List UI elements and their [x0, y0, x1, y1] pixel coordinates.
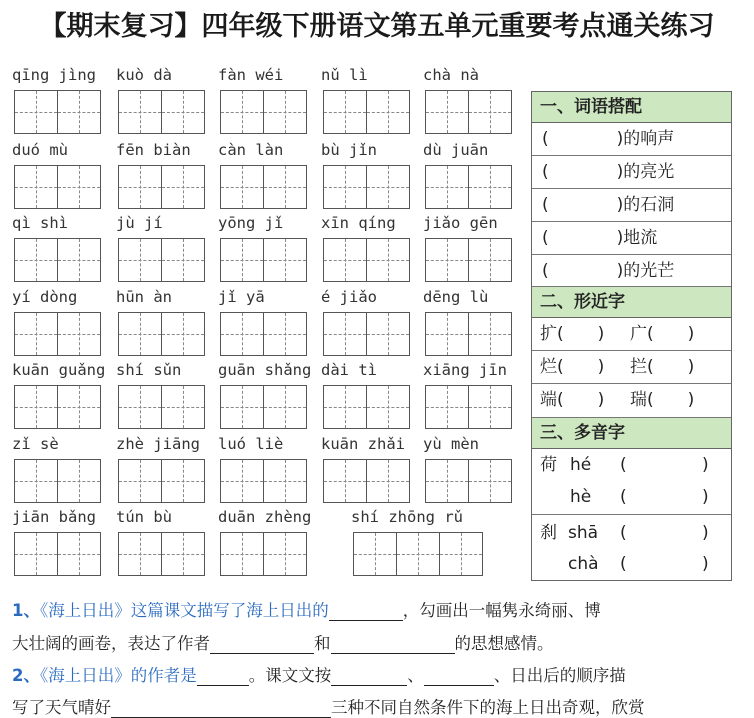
pinyin-label: dài tì [321, 361, 377, 379]
writing-boxes[interactable] [118, 165, 204, 209]
tian-grid-cell[interactable] [468, 90, 512, 134]
pinyin-label: nǔ lì [321, 66, 368, 84]
poly-char: 荷 [540, 455, 557, 475]
writing-boxes[interactable] [14, 459, 100, 503]
similar-char: 端( ) [540, 390, 605, 410]
similar-row [532, 384, 731, 418]
writing-boxes[interactable] [323, 165, 409, 209]
tian-grid-cell[interactable] [366, 238, 410, 282]
pinyin-label: zhè jiāng [116, 435, 200, 453]
pinyin-label: kuān guǎng [12, 361, 106, 379]
pinyin-label: xīn qíng [321, 214, 396, 232]
question-2-line-2 [12, 694, 645, 718]
tian-grid-cell[interactable] [263, 532, 307, 576]
answer-blank[interactable] [329, 604, 403, 621]
question-text: 大壮阔的画卷，表达了作者 [12, 634, 210, 653]
tian-grid-cell[interactable] [425, 165, 469, 209]
tian-grid-cell[interactable] [263, 459, 307, 503]
tian-grid-cell[interactable] [468, 165, 512, 209]
tian-grid-cell[interactable] [57, 90, 101, 134]
tian-grid-cell[interactable] [220, 385, 264, 429]
tian-grid-cell[interactable] [161, 238, 205, 282]
tian-grid-cell[interactable] [425, 385, 469, 429]
section-polyphonic: 三、多音字 [532, 418, 731, 449]
pinyin-label: dù juān [423, 141, 489, 159]
section-word-matching: 一、词语搭配 [532, 92, 731, 123]
match-text: ( )的响声 [542, 129, 675, 149]
question-text: 写了天气晴好 [12, 698, 111, 717]
writing-boxes[interactable] [220, 90, 306, 134]
tian-grid-cell[interactable] [220, 532, 264, 576]
tian-grid-cell[interactable] [161, 385, 205, 429]
tian-grid-cell[interactable] [161, 90, 205, 134]
tian-grid-cell[interactable] [263, 165, 307, 209]
tian-grid-cell[interactable] [57, 238, 101, 282]
question-text: 和 [314, 634, 331, 653]
tian-grid-cell[interactable] [14, 459, 58, 503]
writing-boxes[interactable] [220, 165, 306, 209]
poly-blank: ( [620, 455, 627, 475]
poly-blank: ( [620, 554, 627, 574]
tian-grid-cell[interactable] [220, 90, 264, 134]
match-row [532, 156, 731, 189]
tian-grid-cell[interactable] [263, 385, 307, 429]
poly-blank: ( [620, 487, 627, 507]
match-text: ( )的石洞 [542, 195, 675, 215]
tian-grid-cell[interactable] [366, 385, 410, 429]
pinyin-label: yù mèn [423, 435, 479, 453]
pinyin-label: càn làn [218, 141, 284, 159]
writing-boxes[interactable] [14, 532, 100, 576]
question-text: 、日出后的顺序描 [493, 666, 626, 685]
poly-char: 刹 [540, 523, 557, 543]
pinyin-label: luó liè [218, 435, 284, 453]
pinyin-label: jiǎo gēn [423, 214, 498, 232]
tian-grid-cell[interactable] [220, 238, 264, 282]
tian-grid-cell[interactable] [118, 532, 162, 576]
question-text: 的思想感情。 [454, 634, 554, 653]
tian-grid-cell[interactable] [118, 238, 162, 282]
tian-grid-cell[interactable] [161, 459, 205, 503]
poly-blank-end: ) [702, 487, 709, 507]
tian-grid-cell[interactable] [425, 312, 469, 356]
writing-boxes[interactable] [118, 459, 204, 503]
question-number: 2、 [12, 666, 40, 685]
pinyin-label: yōng jǐ [218, 214, 284, 232]
pinyin-label: dēng lù [423, 288, 489, 306]
pinyin-label: bù jǐn [321, 141, 377, 159]
pinyin-label: fàn wéi [218, 66, 284, 84]
tian-grid-cell[interactable] [118, 90, 162, 134]
pinyin-label: tún bù [116, 508, 172, 526]
poly-pinyin: hé [570, 455, 592, 475]
tian-grid-cell[interactable] [425, 459, 469, 503]
match-row [532, 189, 731, 222]
tian-grid-cell[interactable] [366, 165, 410, 209]
poly-blank-end: ) [702, 523, 709, 543]
answer-blank[interactable] [210, 637, 314, 654]
poly-row [532, 515, 731, 580]
answer-blank[interactable] [331, 637, 455, 654]
tian-grid-cell[interactable] [161, 165, 205, 209]
pinyin-label: fēn biàn [116, 141, 191, 159]
answer-blank[interactable] [111, 701, 331, 718]
tian-grid-cell[interactable] [118, 165, 162, 209]
similar-char: 拦( ) [630, 357, 695, 377]
tian-grid-cell[interactable] [353, 532, 397, 576]
match-row [532, 222, 731, 255]
tian-grid-cell[interactable] [14, 165, 58, 209]
tian-grid-cell[interactable] [57, 165, 101, 209]
tian-grid-cell[interactable] [468, 312, 512, 356]
similar-char: 瑞( ) [630, 390, 695, 410]
pinyin-label: chà nà [423, 66, 479, 84]
writing-boxes[interactable] [14, 90, 100, 134]
tian-grid-cell[interactable] [323, 238, 367, 282]
writing-boxes[interactable] [118, 532, 204, 576]
tian-grid-cell[interactable] [366, 312, 410, 356]
tian-grid-cell[interactable] [323, 459, 367, 503]
pinyin-label: jù jí [116, 214, 163, 232]
question-text: 、 [407, 666, 424, 685]
tian-grid-cell[interactable] [118, 385, 162, 429]
writing-boxes[interactable] [425, 165, 511, 209]
question-2-line-1 [12, 662, 626, 686]
match-text: ( )的亮光 [542, 162, 675, 182]
writing-boxes[interactable] [323, 90, 409, 134]
writing-boxes[interactable] [425, 459, 511, 503]
tian-grid-cell[interactable] [263, 312, 307, 356]
writing-boxes[interactable] [220, 385, 306, 429]
match-text: ( )地流 [542, 228, 658, 248]
tian-grid-cell[interactable] [14, 532, 58, 576]
pinyin-label: guān shǎng [218, 361, 312, 379]
pinyin-label: kuān zhǎi [321, 435, 405, 453]
writing-boxes[interactable] [425, 312, 511, 356]
match-text: ( )的光芒 [542, 261, 675, 281]
writing-boxes[interactable] [14, 238, 100, 282]
pinyin-label: kuò dà [116, 66, 172, 84]
tian-grid-cell[interactable] [57, 385, 101, 429]
writing-boxes[interactable] [118, 312, 204, 356]
tian-grid-cell[interactable] [220, 165, 264, 209]
writing-boxes[interactable] [220, 238, 306, 282]
poly-blank-end: ) [702, 554, 709, 574]
writing-boxes[interactable] [118, 238, 204, 282]
tian-grid-cell[interactable] [425, 238, 469, 282]
poly-row [532, 449, 731, 515]
page-title: 【期末复习】四年级下册语文第五单元重要考点通关练习 [39, 11, 715, 42]
tian-grid-cell[interactable] [57, 532, 101, 576]
question-1-line-2 [12, 630, 554, 654]
writing-boxes[interactable] [118, 90, 204, 134]
writing-boxes[interactable] [323, 312, 409, 356]
pinyin-label: jǐ yā [218, 288, 265, 306]
tian-grid-cell[interactable] [468, 238, 512, 282]
writing-boxes[interactable] [118, 385, 204, 429]
poly-pinyin: chà [568, 554, 599, 574]
tian-grid-cell[interactable] [323, 385, 367, 429]
match-row [532, 255, 731, 287]
pinyin-label: duó mù [12, 141, 68, 159]
tian-grid-cell[interactable] [439, 532, 483, 576]
writing-boxes[interactable] [14, 165, 100, 209]
similar-row [532, 351, 731, 384]
pinyin-label: yí dòng [12, 288, 78, 306]
tian-grid-cell[interactable] [14, 385, 58, 429]
tian-grid-cell[interactable] [366, 459, 410, 503]
tian-grid-cell[interactable] [396, 532, 440, 576]
tian-grid-cell[interactable] [57, 459, 101, 503]
question-text: ，勾画出一幅隽永绮丽、博 [402, 601, 601, 620]
poly-blank-end: ) [702, 455, 709, 475]
writing-boxes[interactable] [14, 385, 100, 429]
answer-blank[interactable] [424, 669, 494, 686]
tian-grid-cell[interactable] [220, 312, 264, 356]
tian-grid-cell[interactable] [118, 312, 162, 356]
pinyin-label: qīng jìng [12, 66, 96, 84]
writing-boxes[interactable] [220, 312, 306, 356]
tian-grid-cell[interactable] [14, 90, 58, 134]
similar-char: 烂( ) [540, 357, 605, 377]
pinyin-label: jiān bǎng [12, 508, 96, 526]
pinyin-label: duān zhèng [218, 508, 312, 526]
tian-grid-cell[interactable] [161, 532, 205, 576]
tian-grid-cell[interactable] [14, 312, 58, 356]
question-text: 《海上日出》这篇课文描写了海上日出的 [39, 601, 329, 620]
question-text: 三种不同自然条件下的海上日出奇观，欣赏 [331, 698, 645, 717]
writing-boxes[interactable] [14, 312, 100, 356]
writing-boxes[interactable] [425, 238, 511, 282]
writing-boxes[interactable] [425, 385, 511, 429]
question-number: 1、 [12, 601, 40, 620]
pinyin-label: shí sǔn [116, 361, 182, 379]
tian-grid-cell[interactable] [468, 385, 512, 429]
match-row [532, 123, 731, 156]
tian-grid-cell[interactable] [118, 459, 162, 503]
poly-pinyin: shā [568, 523, 599, 543]
tian-grid-cell[interactable] [161, 312, 205, 356]
writing-boxes[interactable] [323, 238, 409, 282]
writing-boxes[interactable] [425, 90, 511, 134]
tian-grid-cell[interactable] [263, 238, 307, 282]
writing-boxes[interactable] [323, 459, 409, 503]
writing-boxes[interactable] [220, 532, 306, 576]
side-panel [531, 91, 732, 581]
tian-grid-cell[interactable] [323, 312, 367, 356]
tian-grid-cell[interactable] [263, 90, 307, 134]
pinyin-label: qì shì [12, 214, 68, 232]
tian-grid-cell[interactable] [323, 165, 367, 209]
section-similar-chars: 二、形近字 [532, 287, 731, 318]
question-text: 。课文文按 [248, 666, 332, 685]
tian-grid-cell[interactable] [323, 90, 367, 134]
tian-grid-cell[interactable] [468, 459, 512, 503]
similar-char: 扩( ) [540, 324, 605, 344]
pinyin-label: xiāng jīn [423, 361, 507, 379]
pinyin-label: zǐ sè [12, 435, 59, 453]
pinyin-label: hūn àn [116, 288, 172, 306]
writing-boxes[interactable] [323, 385, 409, 429]
tian-grid-cell[interactable] [57, 312, 101, 356]
tian-grid-cell[interactable] [425, 90, 469, 134]
question-1-line-1 [12, 597, 601, 621]
writing-boxes[interactable] [353, 532, 481, 576]
pinyin-label: shí zhōng rǔ [351, 508, 463, 526]
similar-char: 广( ) [630, 324, 695, 344]
tian-grid-cell[interactable] [220, 459, 264, 503]
answer-blank[interactable] [331, 669, 407, 686]
pinyin-label: é jiǎo [321, 288, 377, 306]
similar-row [532, 318, 731, 351]
question-text: 《海上日出》的作者是 [39, 666, 197, 685]
tian-grid-cell[interactable] [14, 238, 58, 282]
poly-pinyin: hè [570, 487, 592, 507]
writing-boxes[interactable] [220, 459, 306, 503]
tian-grid-cell[interactable] [366, 90, 410, 134]
poly-blank: ( [620, 523, 627, 543]
answer-blank[interactable] [197, 669, 249, 686]
